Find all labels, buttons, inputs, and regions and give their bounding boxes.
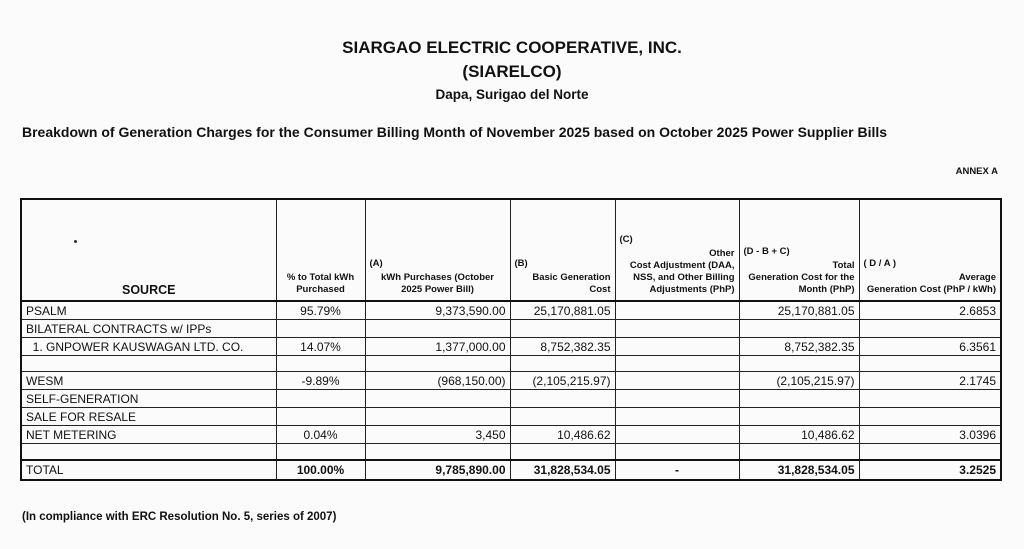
cell-basic: [510, 408, 615, 426]
cell-other: [615, 408, 739, 426]
cell-other: [615, 338, 739, 356]
cell-pct: -9.89%: [276, 372, 365, 390]
cell-average: 6.3561: [859, 338, 1001, 356]
report-title: Breakdown of Generation Charges for the Consumer Billing Month of November 2025 based on October 2025 Power Supplier Bills: [22, 124, 888, 140]
table-row: [21, 356, 1001, 372]
compliance-footnote: (In compliance with ERC Resolution No. 5, series of 2007): [22, 511, 337, 523]
cell-total: [739, 390, 859, 408]
scan-speck: [74, 240, 77, 243]
cell-total: [739, 408, 859, 426]
header-other-cost: (C) Other Cost Adjustment (DAA, NSS, and Other Billing Adjustments (PhP): [615, 199, 739, 301]
cell-total: (2,105,215.97): [739, 372, 859, 390]
table-row: [21, 372, 1001, 390]
cell-other: [615, 444, 739, 461]
cell-kwh: 3,450: [365, 426, 510, 444]
cell-basic: 10,486.62: [510, 426, 615, 444]
cell-pct: [276, 356, 365, 372]
total-row: [21, 460, 1001, 480]
total-pct: 100.00%: [276, 460, 365, 480]
cell-total: 10,486.62: [739, 426, 859, 444]
cell-kwh: 1,377,000.00: [365, 338, 510, 356]
table-row: [21, 320, 1001, 338]
cell-source: NET METERING: [21, 426, 276, 444]
cell-average: 2.1745: [859, 372, 1001, 390]
cell-total: [739, 444, 859, 461]
cell-basic: [510, 320, 615, 338]
cell-source: 1. GNPOWER KAUSWAGAN LTD. CO.: [21, 338, 276, 356]
table-row: [21, 426, 1001, 444]
table-row: [21, 444, 1001, 461]
cell-other: [615, 301, 739, 320]
table-row: [21, 408, 1001, 426]
header-total-cost: (D - B + C) Total Generation Cost for the Month (PhP): [739, 199, 859, 301]
cell-total: 8,752,382.35: [739, 338, 859, 356]
generation-charges-table: [20, 198, 1002, 481]
header-basic-cost: (B) Basic Generation Cost: [510, 199, 615, 301]
cell-basic: [510, 444, 615, 461]
total-average: 3.2525: [859, 460, 1001, 480]
cell-source: [21, 444, 276, 461]
cell-other: [615, 390, 739, 408]
cell-pct: [276, 390, 365, 408]
cell-source: WESM: [21, 372, 276, 390]
cell-source: BILATERAL CONTRACTS w/ IPPs: [21, 320, 276, 338]
table-row: [21, 301, 1001, 320]
cell-total: 25,170,881.05: [739, 301, 859, 320]
organization-acronym: (SIARELCO): [462, 62, 562, 81]
cell-basic: 8,752,382.35: [510, 338, 615, 356]
header-kwh: (A) kWh Purchases (October 2025 Power Bill): [365, 199, 510, 301]
cell-pct: [276, 408, 365, 426]
header-pct: % to Total kWh Purchased: [276, 199, 365, 301]
cell-source: SELF-GENERATION: [21, 390, 276, 408]
cell-source: [21, 356, 276, 372]
cell-total: [739, 356, 859, 372]
header-average-cost: ( D / A ) Average Generation Cost (PhP / kWh): [859, 199, 1001, 301]
table-row: [21, 390, 1001, 408]
cell-other: [615, 426, 739, 444]
cell-kwh: [365, 320, 510, 338]
cell-kwh: [365, 408, 510, 426]
cell-pct: 14.07%: [276, 338, 365, 356]
cell-other: [615, 320, 739, 338]
total-label: TOTAL: [21, 460, 276, 480]
cell-source: SALE FOR RESALE: [21, 408, 276, 426]
cell-average: 2.6853: [859, 301, 1001, 320]
cell-average: [859, 356, 1001, 372]
cell-basic: [510, 356, 615, 372]
cell-other: [615, 356, 739, 372]
cell-total: [739, 320, 859, 338]
header-source: SOURCE: [21, 199, 276, 301]
table-row: [21, 338, 1001, 356]
cell-average: [859, 390, 1001, 408]
cell-basic: [510, 390, 615, 408]
cell-kwh: [365, 444, 510, 461]
cell-pct: 95.79%: [276, 301, 365, 320]
cell-kwh: [365, 390, 510, 408]
cell-source: PSALM: [21, 301, 276, 320]
total-other: -: [615, 460, 739, 480]
cell-average: [859, 444, 1001, 461]
organization-name: SIARGAO ELECTRIC COOPERATIVE, INC.: [342, 38, 682, 57]
cell-basic: (2,105,215.97): [510, 372, 615, 390]
total-kwh: 9,785,890.00: [365, 460, 510, 480]
total-basic: 31,828,534.05: [510, 460, 615, 480]
cell-average: [859, 408, 1001, 426]
organization-address: Dapa, Surigao del Norte: [435, 87, 589, 102]
cell-basic: 25,170,881.05: [510, 301, 615, 320]
annex-label: ANNEX A: [955, 166, 998, 177]
cell-other: [615, 372, 739, 390]
cell-kwh: [365, 356, 510, 372]
table-header-row: [21, 199, 1001, 301]
cell-kwh: (968,150.00): [365, 372, 510, 390]
cell-pct: [276, 320, 365, 338]
cell-average: [859, 320, 1001, 338]
cell-kwh: 9,373,590.00: [365, 301, 510, 320]
total-generation-cost: 31,828,534.05: [739, 460, 859, 480]
cell-pct: 0.04%: [276, 426, 365, 444]
cell-average: 3.0396: [859, 426, 1001, 444]
cell-pct: [276, 444, 365, 461]
